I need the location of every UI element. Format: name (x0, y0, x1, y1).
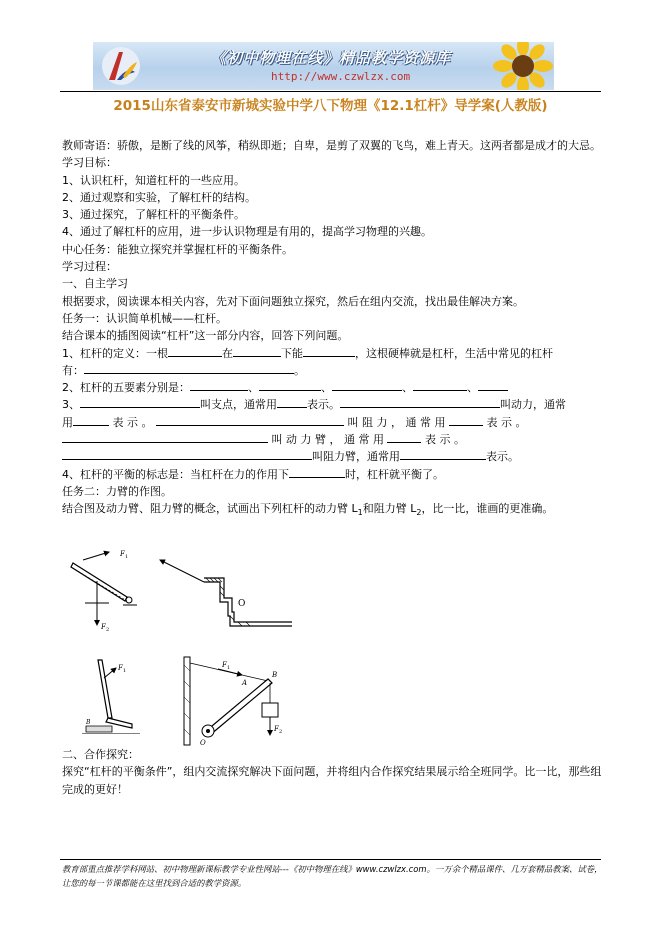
question-3-cont (62, 431, 602, 448)
force-label-f1 (221, 661, 230, 671)
section-heading: 一、自主学习 (62, 277, 128, 291)
task2-text: ，比一比，谁画的更准确。 (421, 502, 554, 516)
lever-figure-4 (160, 655, 288, 747)
q1-text: 1、杠杆的定义：一根 (62, 346, 168, 360)
q3-text: 表 示 。 (112, 415, 153, 429)
blank-field[interactable] (62, 431, 268, 443)
task2-text: 结合图及动力臂、阻力臂的概念，试画出下列杠杆的动力臂 L (62, 502, 358, 516)
lever-figure-2 (152, 550, 297, 628)
pivot-label-o: O (238, 599, 246, 609)
question-2 (62, 379, 602, 396)
pivot-label-o: O (200, 739, 206, 747)
separator: 、 (321, 381, 332, 395)
task-instruction (62, 500, 602, 521)
site-banner (93, 42, 554, 90)
svg-text:2: 2 (106, 627, 110, 633)
svg-text:2: 2 (279, 729, 283, 735)
blank-field[interactable] (277, 396, 307, 408)
cooperative-instructions: 探究“杠杆的平衡条件”，组内交流探究解决下面问题，并将组内合作探究结果展示给全班同学。比一比，那些组完成的更好！ (62, 765, 602, 796)
instructions: 根据要求，阅读课本相关内容，先对下面问题独立探究，然后在组内交流，找出最佳解决方案。 (62, 294, 524, 308)
svg-text:F: F (101, 623, 106, 631)
q2-text: 2、杠杆的五要素分别是： (62, 381, 190, 395)
q3-text: 叫动力，通常 (500, 398, 566, 412)
svg-text:F: F (274, 725, 279, 733)
point-label-a: A (242, 679, 248, 687)
footer-rule (60, 859, 601, 860)
lever-figure-1 (65, 545, 150, 637)
blank-field[interactable] (168, 345, 222, 357)
q1-text: 有： (62, 363, 84, 377)
blank-field[interactable] (387, 431, 421, 443)
q1-text: 在 (222, 346, 233, 360)
banner-title: 《初中物理在线》精品教学资源库 (211, 49, 452, 67)
sunflower-icon (488, 42, 554, 90)
separator: 、 (402, 381, 413, 395)
point-label-b: B (272, 671, 278, 679)
blank-field[interactable] (449, 414, 483, 426)
blank-field[interactable] (332, 379, 402, 391)
blank-field[interactable] (62, 448, 312, 460)
q1-text: 下能 (281, 346, 303, 360)
section-heading: 二、合作探究： (62, 748, 139, 761)
question-3-cont (62, 414, 602, 431)
force-label-f1 (119, 550, 128, 560)
force-label-f1 (117, 664, 126, 674)
separator: 、 (467, 381, 478, 395)
separator: 、 (248, 381, 259, 395)
goal-item: 2、通过观察和实验，了解杠杆的结构。 (62, 190, 256, 204)
blank-field[interactable] (190, 379, 248, 391)
point-label-b: B (86, 719, 91, 726)
q4-text: 4、杠杆的平衡的标志是：当杠杆在力的作用下 (62, 467, 289, 481)
q3-text: 叫阻力臂，通常用 (312, 450, 400, 464)
site-logo-icon (101, 46, 141, 86)
q3-text: 用 (62, 415, 73, 429)
task-heading: 任务二：力臂的作图。 (62, 484, 172, 498)
q3-text: 叫 阻 力 ， 通 常 用 (347, 415, 446, 429)
subscript: 2 (416, 508, 422, 518)
task-instruction: 结合课本的插图阅读“杠杆”这一部分内容，回答下列问题。 (62, 329, 349, 343)
lever-figure-3 (82, 658, 142, 734)
task-heading: 任务一：认识简单机械——杠杆。 (62, 311, 227, 325)
question-4 (62, 466, 602, 483)
document-title: 2015山东省泰安市新城实验中学八下物理《12.1杠杆》导学案(人教版) (113, 98, 548, 114)
q1-text: ，这根硬棒就是杠杆，生活中常见的杠杆 (355, 346, 553, 360)
blank-field[interactable] (259, 379, 321, 391)
blank-field[interactable] (233, 345, 281, 357)
goal-item: 4、通过了解杠杆的应用，进一步认识物理是有用的，提高学习物理的兴趣。 (62, 225, 432, 239)
document-body (62, 137, 602, 522)
goal-item: 1、认识杠杆，知道杠杆的一些应用。 (62, 173, 245, 187)
teacher-message: 教师寄语：骄傲，是断了线的风筝，稍纵即逝；自卑，是剪了双翼的飞鸟，难上青天。这两者都是成才的大忌。 (62, 139, 601, 152)
blank-field[interactable] (400, 448, 486, 460)
q3-text: 叫支点，通常用 (200, 398, 277, 412)
blank-field[interactable] (340, 396, 500, 408)
q3-text: 3、 (62, 398, 80, 412)
central-task: 中心任务：能独立探究并掌握杠杆的平衡条件。 (62, 242, 293, 256)
svg-text:F: F (118, 664, 123, 672)
svg-text:1: 1 (227, 665, 231, 671)
blank-field[interactable] (413, 379, 467, 391)
q3-text: 表示。 (307, 398, 340, 412)
banner-url[interactable]: http://www.czwlzx.com (271, 70, 411, 83)
task2-text: 和阻力臂 L (362, 502, 417, 516)
svg-text:F: F (222, 661, 227, 669)
subscript: 1 (357, 508, 363, 518)
blank-field[interactable] (84, 362, 294, 374)
svg-text:F: F (120, 550, 125, 558)
q3-text: 表示。 (486, 450, 519, 464)
q3-text: 表 示 。 (486, 415, 527, 429)
question-3 (62, 396, 602, 413)
blank-field[interactable] (73, 414, 109, 426)
blank-field[interactable] (289, 466, 345, 478)
question-1 (62, 345, 602, 362)
q3-text: 叫 动 力 臂 ， 通 常 用 (271, 433, 384, 447)
cooperative-section (62, 746, 602, 798)
q3-text: 表 示 。 (424, 433, 465, 447)
blank-field[interactable] (156, 414, 344, 426)
blank-field[interactable] (80, 396, 200, 408)
page-footer: 教育部重点推荐学科网站、初中物理新课标教学专业性网站---《初中物理在线》www.czwlzx.com。一万余个精品课件、几万套精品教案、试卷，让您的每一节课都能在这里找到合适的教学资源。 (62, 864, 603, 888)
svg-text:1: 1 (125, 554, 129, 560)
force-label-f2 (273, 725, 282, 735)
svg-text:1: 1 (123, 668, 127, 674)
process-heading: 学习过程： (62, 260, 117, 274)
header-rule (60, 91, 601, 92)
blank-field[interactable] (478, 379, 508, 391)
goal-item: 3、通过探究，了解杠杆的平衡条件。 (62, 208, 245, 222)
question-1-cont: 有： 。 (62, 363, 305, 377)
blank-field[interactable] (303, 345, 355, 357)
question-3-cont (62, 448, 602, 465)
force-label-f2 (100, 623, 109, 633)
goals-heading: 学习目标： (62, 156, 117, 170)
q4-text: 时，杠杆就平衡了。 (345, 467, 444, 481)
